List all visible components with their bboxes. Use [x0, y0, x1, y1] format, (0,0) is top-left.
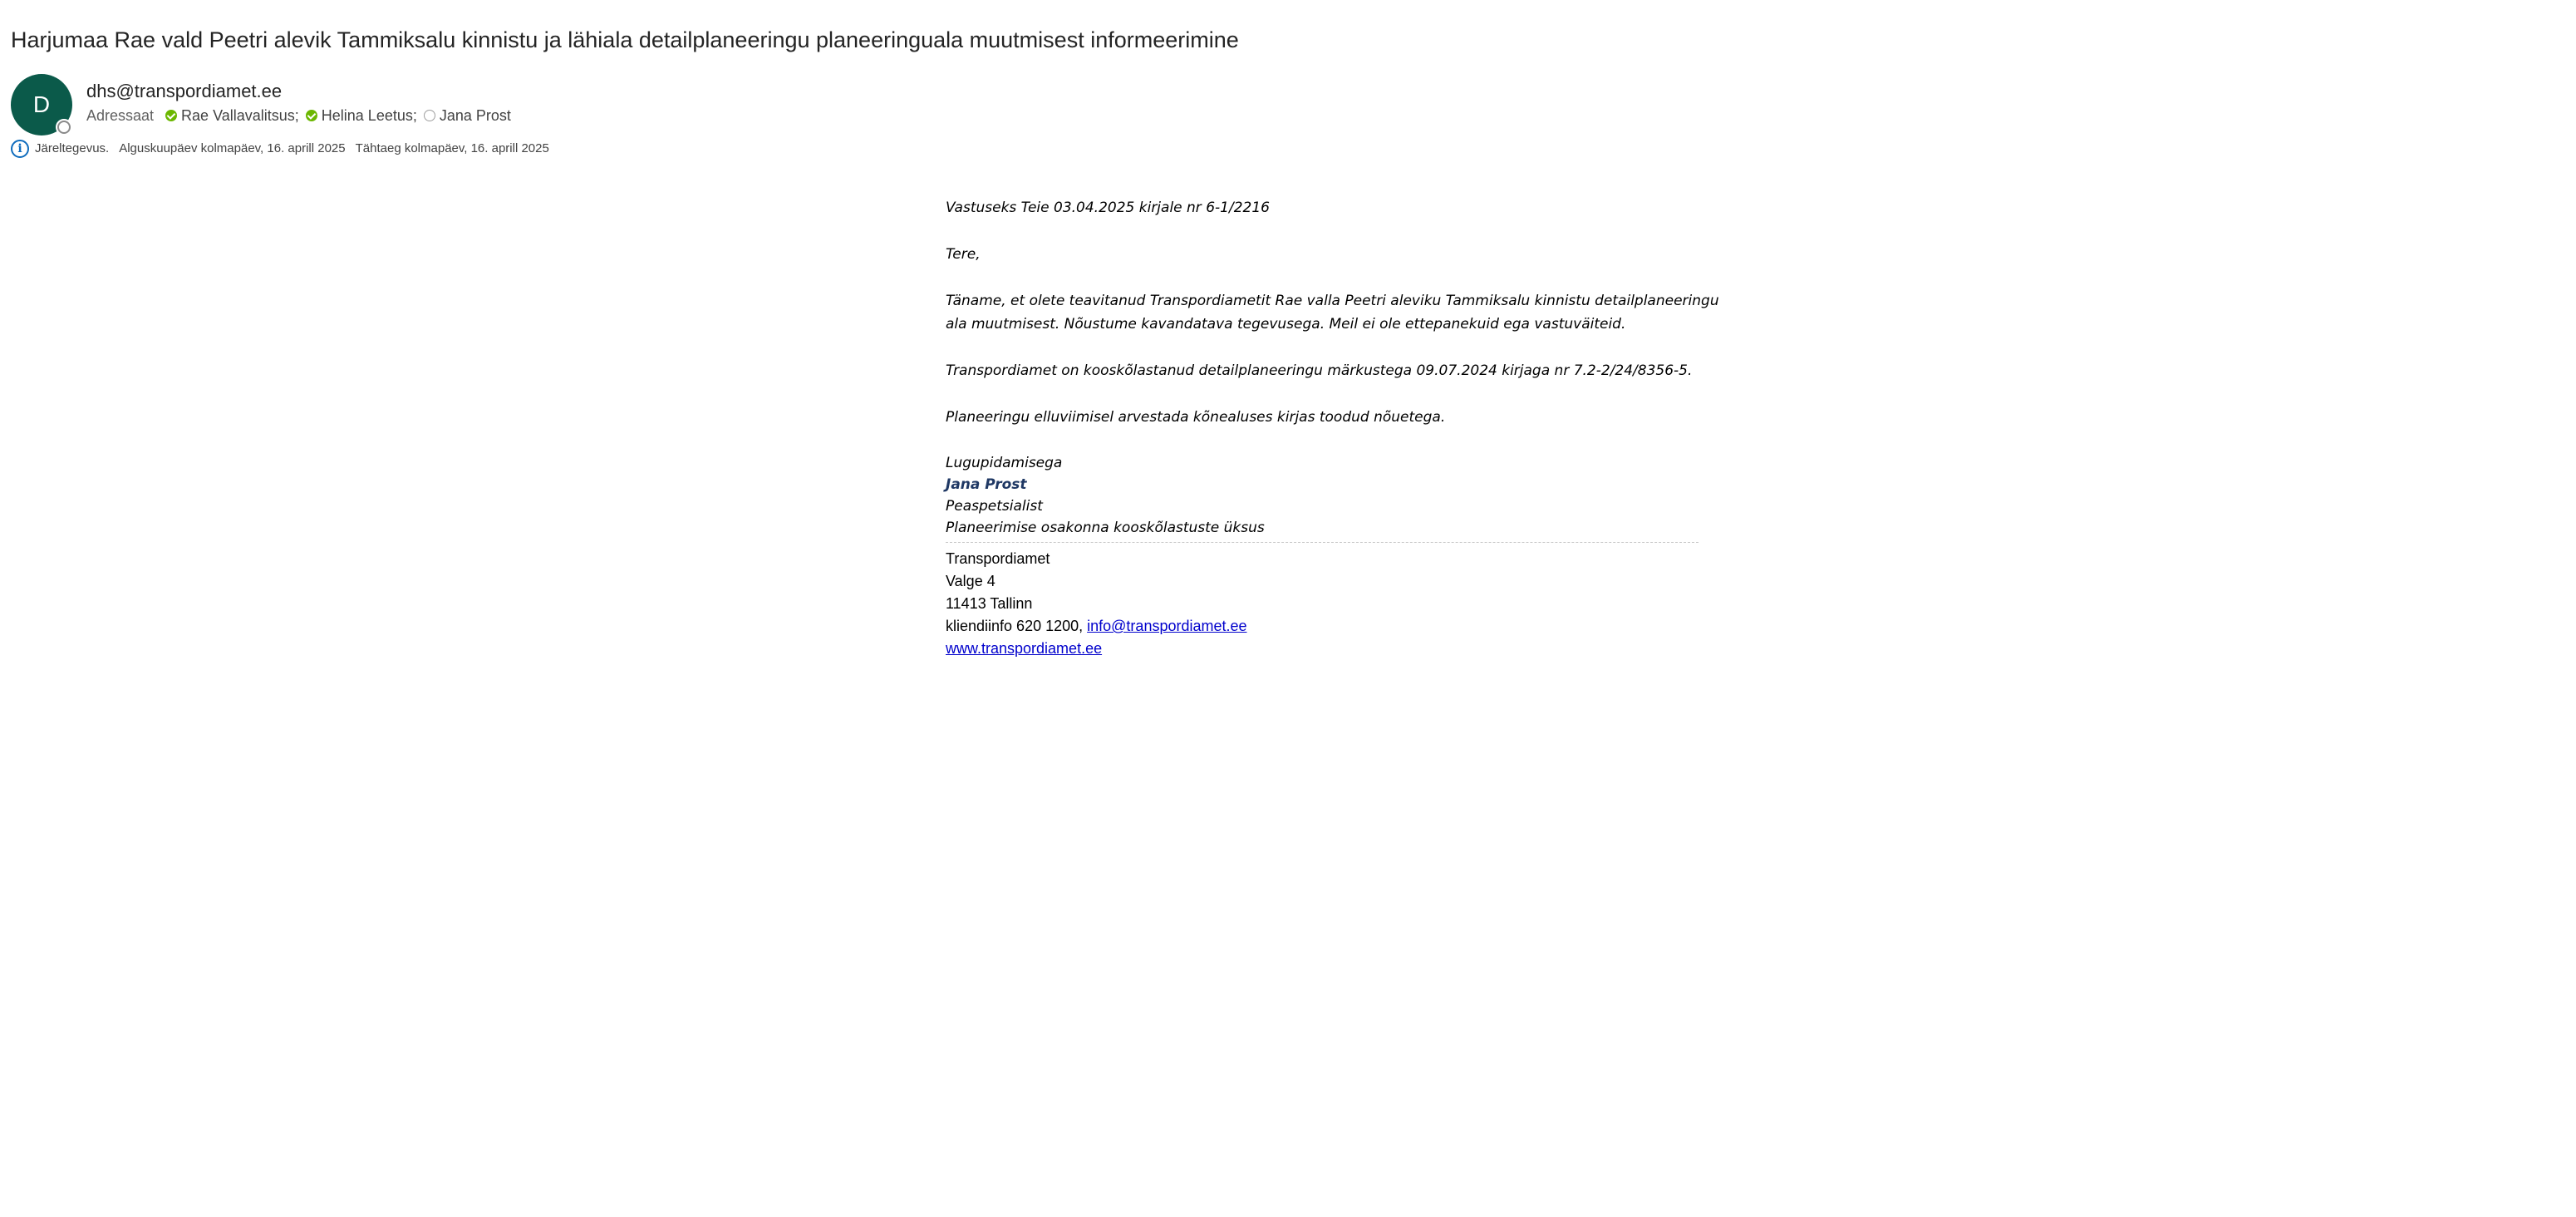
info-icon: i [11, 140, 29, 158]
contact-web-row [946, 638, 1710, 660]
flag-start-date: Alguskuupäev kolmapäev, 16. aprill 2025 [119, 141, 346, 155]
recipients-row [86, 105, 518, 126]
recipient-rae-vallavalitsus[interactable] [165, 105, 299, 126]
presence-available-icon [306, 110, 317, 121]
contact-web-link[interactable]: www.transpordiamet.ee [946, 640, 1103, 657]
flag-due-date: Tähtaeg kolmapäev, 16. aprill 2025 [355, 141, 549, 155]
contact-phone-row [946, 615, 1710, 638]
signature-title: Peaspetsialist [946, 498, 1043, 515]
contact-email-link[interactable]: info@transpordiamet.ee [1087, 618, 1247, 634]
contact-org: Transpordiamet [946, 550, 1050, 567]
paragraph-1-line-2: ala muutmisest. Nõustume kavandatava tegevusega. Meil ei ole ettepanekuid ega vastuväiteid. [946, 316, 1626, 333]
signature-divider [946, 542, 1698, 543]
reference-line: Vastuseks Teie 03.04.2025 kirjale nr 6-1/2216 [946, 200, 1270, 216]
paragraph-2: Transpordiamet on kooskõlastanud detailplaneeringu märkustega 09.07.2024 kirjaga nr 7.2-2/24/8356-5. [946, 362, 1693, 379]
recipient-name: Jana Prost [439, 107, 511, 124]
recipients-label: Adressaat [86, 107, 155, 124]
recipient-jana-prost[interactable] [424, 105, 511, 126]
email-body [946, 196, 1719, 660]
presence-available-icon [165, 110, 177, 121]
contact-city: 11413 Tallinn [946, 595, 1033, 612]
signature-name: Jana Prost [946, 476, 1027, 493]
contact-street: Valge 4 [946, 573, 995, 589]
paragraph-3: Planeeringu elluviimisel arvestada kõnealuses kirjas toodud nõuetega. [946, 409, 1446, 426]
email-subject: Harjumaa Rae vald Peetri alevik Tammiksalu kinnistu ja lähiala detailplaneeringu planeeringuala muutmisest informeerimine [11, 27, 1239, 52]
presence-unknown-icon [424, 110, 435, 121]
sender-presence-icon [56, 119, 72, 135]
signature-unit: Planeerimise osakonna kooskõlastuste üksus [946, 520, 1265, 536]
recipient-helina-leetus[interactable] [306, 105, 417, 126]
followup-flag-bar [11, 139, 549, 159]
recipient-name: Rae Vallavalitsus; [181, 107, 299, 124]
paragraph-1-line-1: Täname, et olete teavitanud Transpordiametit Rae valla Peetri aleviku Tammiksalu kinnistu detailplaneeringu [946, 293, 1719, 309]
recipient-name: Helina Leetus; [321, 107, 417, 124]
contact-phone: kliendiinfo 620 1200, [946, 618, 1088, 634]
signature-closing: Lugupidamisega [946, 455, 1063, 471]
greeting: Tere, [946, 246, 981, 263]
sender-avatar[interactable]: D [11, 74, 72, 135]
flag-status: Järeltegevus. [35, 141, 110, 155]
sender-email[interactable]: dhs@transpordiamet.ee [86, 81, 283, 101]
